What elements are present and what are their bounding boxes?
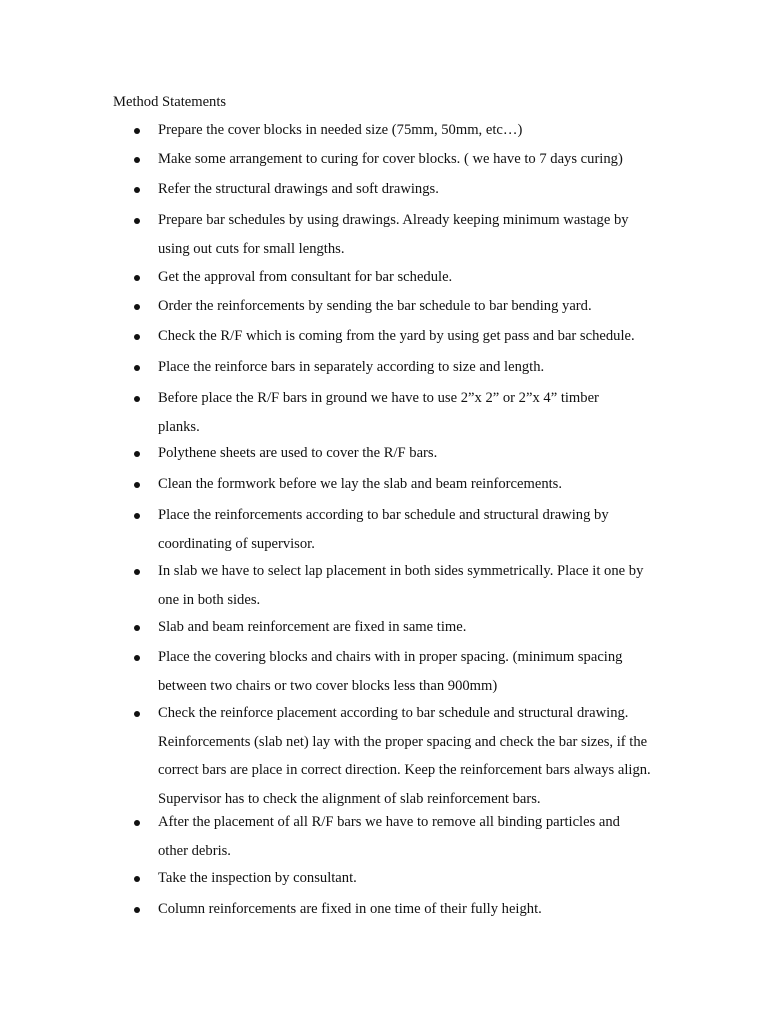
list-item-text: After the placement of all R/F bars we have to remove all binding particles and other debris.: [158, 814, 620, 859]
list-item-text: Take the inspection by consultant.: [158, 870, 357, 886]
bullet-icon: [134, 482, 140, 488]
bullet-icon: [134, 569, 140, 575]
bullet-icon: [134, 187, 140, 193]
list-item-text: Place the reinforce bars in separately according to size and length.: [158, 359, 545, 375]
bullet-icon: [134, 513, 140, 519]
bullet-icon: [134, 625, 140, 631]
list-item-text: Check the reinforce placement according to bar schedule and structural drawing. Reinforcements (slab net) lay with the proper spacing and check the bar sizes, if the correct bars are place in correct direction. Keep the reinforcement bars always align. Supervisor has to check the alignment of slab reinforcement bars.: [158, 705, 651, 807]
bullet-icon: [134, 275, 140, 281]
list-item-text: Get the approval from consultant for bar schedule.: [158, 269, 453, 285]
bullet-icon: [134, 396, 140, 402]
bullet-icon: [134, 304, 140, 310]
bullet-icon: [134, 655, 140, 661]
list-item-text: Place the covering blocks and chairs with in proper spacing. (minimum spacing between two chairs or two cover blocks less than 900mm): [158, 649, 623, 694]
list-item-text: Prepare bar schedules by using drawings. Already keeping minimum wastage by using out cuts for small lengths.: [158, 212, 629, 257]
list-item-text: Prepare the cover blocks in needed size (75mm, 50mm, etc…): [158, 122, 523, 138]
bullet-icon: [134, 451, 140, 457]
bullet-icon: [134, 365, 140, 371]
document-heading: Method Statements: [113, 94, 227, 110]
list-item-text: Column reinforcements are fixed in one time of their fully height.: [158, 901, 542, 917]
list-item-text: Polythene sheets are used to cover the R/F bars.: [158, 445, 438, 461]
list-item-text: Order the reinforcements by sending the bar schedule to bar bending yard.: [158, 298, 592, 314]
list-item-text: Check the R/F which is coming from the yard by using get pass and bar schedule.: [158, 328, 635, 344]
list-item-text: Before place the R/F bars in ground we have to use 2”x 2” or 2”x 4” timber planks.: [158, 390, 599, 435]
bullet-icon: [134, 157, 140, 163]
bullet-icon: [134, 820, 140, 826]
bullet-icon: [134, 711, 140, 717]
list-item-text: In slab we have to select lap placement in both sides symmetrically. Place it one by one in both sides.: [158, 563, 644, 608]
list-item-text: Make some arrangement to curing for cover blocks. ( we have to 7 days curing): [158, 151, 623, 167]
bullet-icon: [134, 876, 140, 882]
bullet-icon: [134, 128, 140, 134]
list-item-text: Clean the formwork before we lay the slab and beam reinforcements.: [158, 476, 563, 492]
list-item-text: Refer the structural drawings and soft drawings.: [158, 181, 439, 197]
bullet-icon: [134, 334, 140, 340]
bullet-icon: [134, 218, 140, 224]
list-item-text: Slab and beam reinforcement are fixed in same time.: [158, 619, 467, 635]
list-item-text: Place the reinforcements according to bar schedule and structural drawing by coordinating of supervisor.: [158, 507, 609, 552]
bullet-icon: [134, 907, 140, 913]
